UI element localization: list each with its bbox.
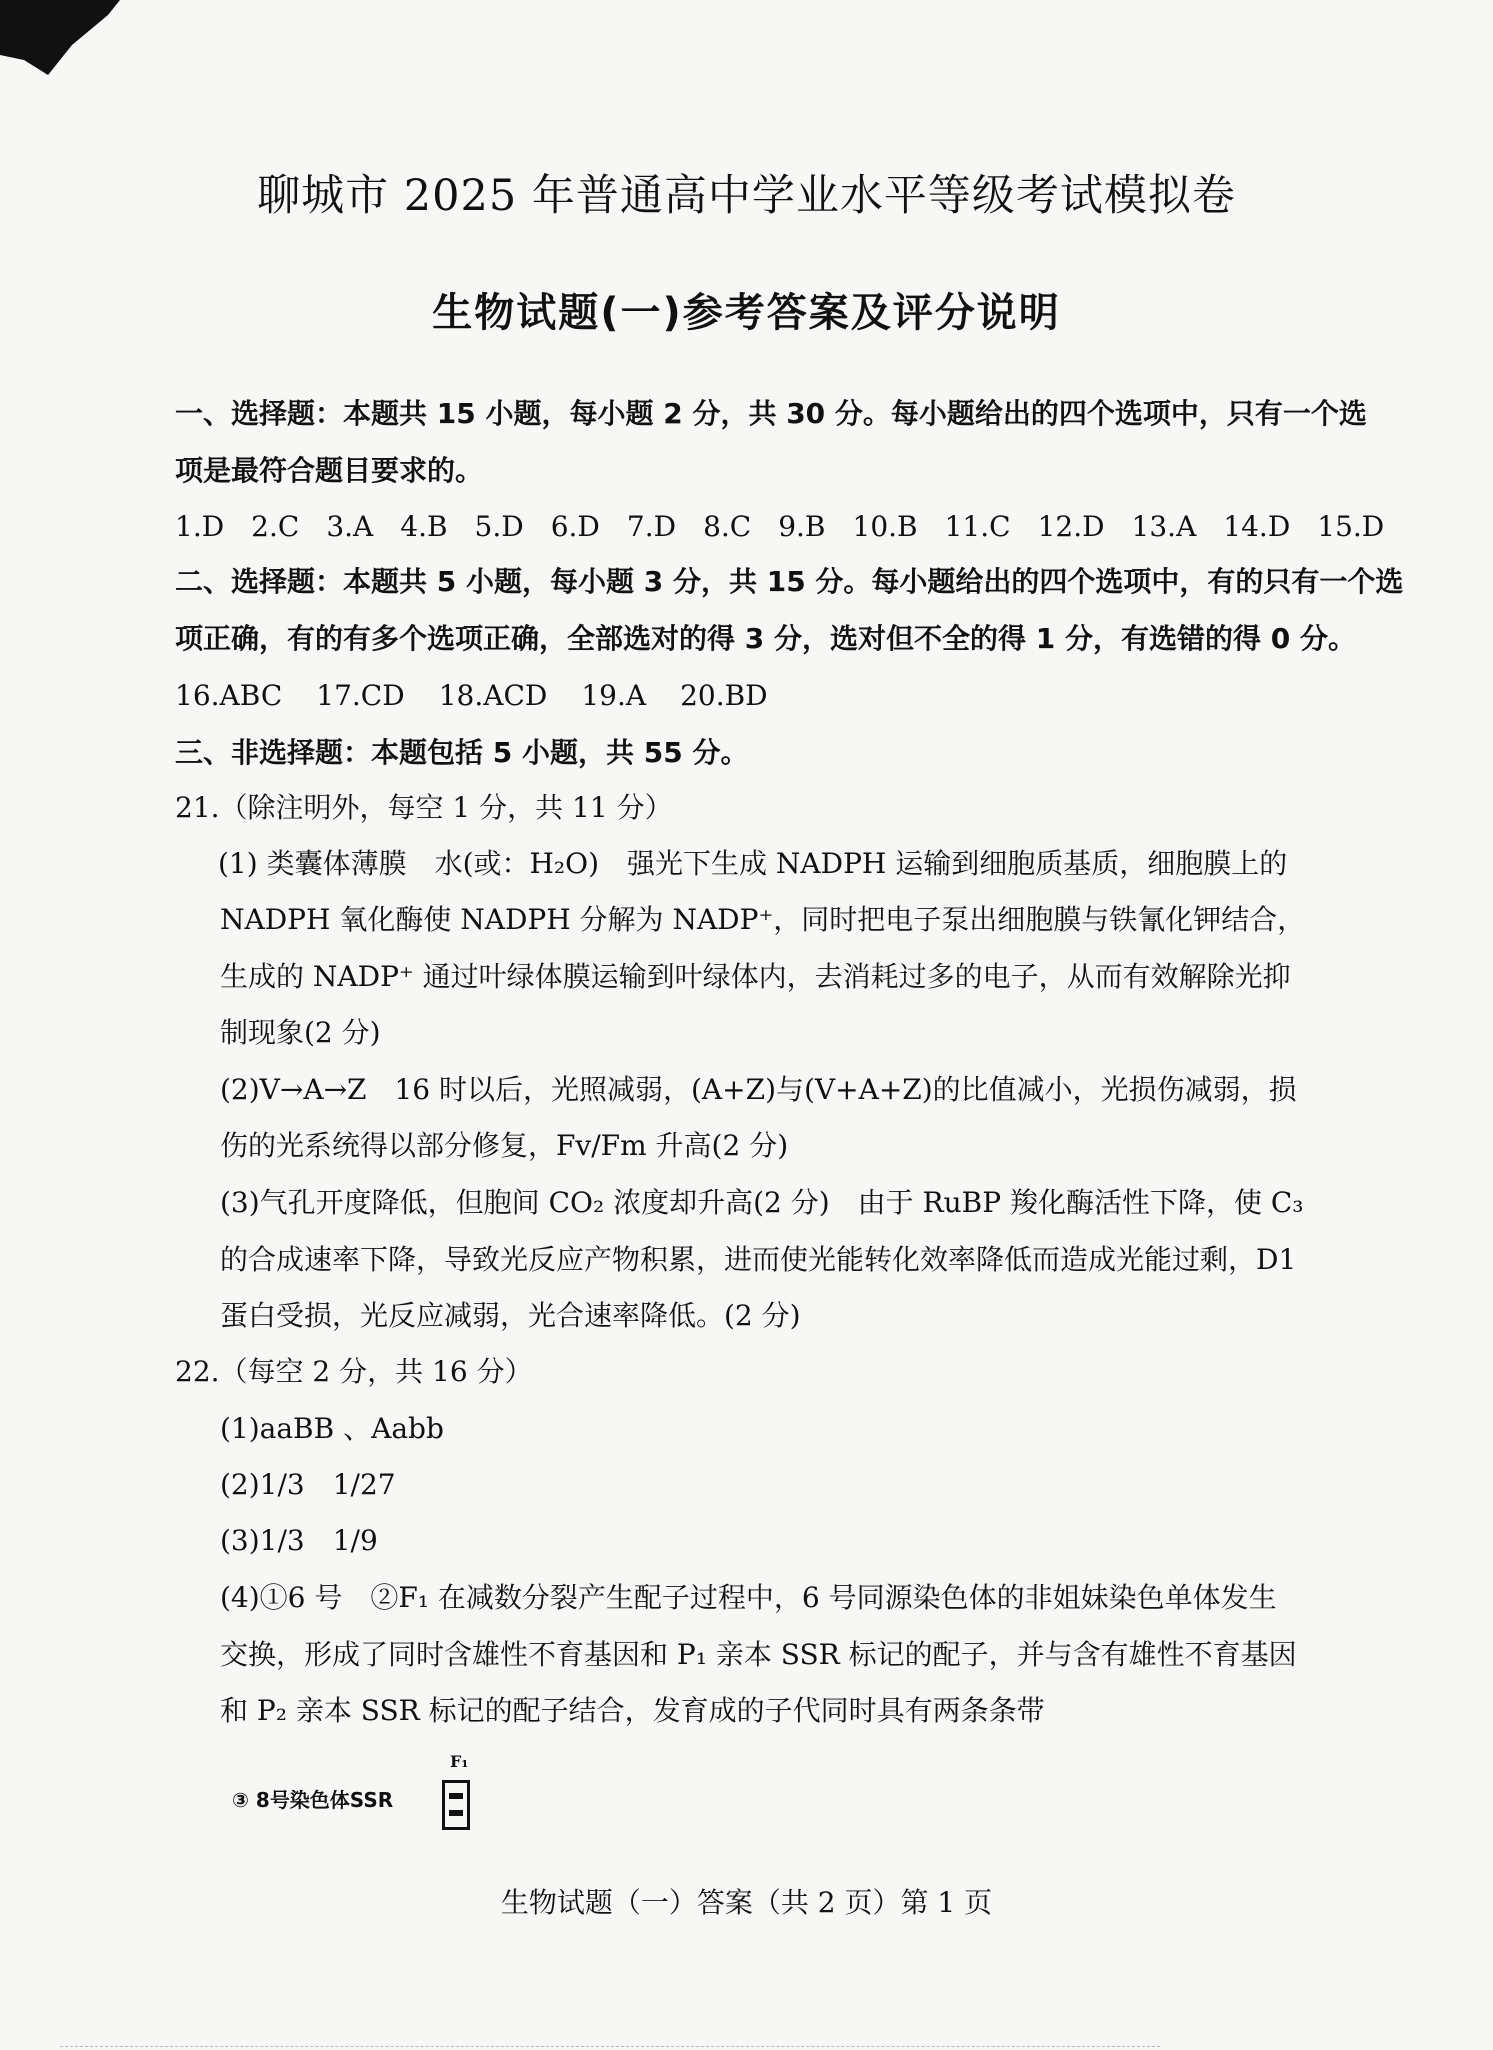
answer-item: 9.B	[778, 510, 826, 543]
answer-item: 7.D	[626, 510, 677, 543]
q22-p4-line3: 和 P₂ 亲本 SSR 标记的配子结合，发育成的子代同时具有两条条带	[220, 1694, 1045, 1727]
section2-heading-line2: 项正确，有的有多个选项正确，全部选对的得 3 分，选对但不全的得 1 分，有选错的得 0 分。	[175, 622, 1356, 655]
q21-p3-line1: (3)气孔开度降低，但胞间 CO₂ 浓度却升高(2 分) 由于 RuBP 羧化酶活性下降，使 C₃	[220, 1186, 1304, 1219]
q21-p3-line2: 的合成速率下降，导致光反应产物积累，进而使光能转化效率降低而造成光能过剩，D1	[220, 1243, 1297, 1276]
q21-p1-line1: (1) 类囊体薄膜 水(或：H₂O) 强光下生成 NADPH 运输到细胞质基质，细胞膜上的	[218, 847, 1288, 880]
section1-heading-line1: 一、选择题：本题共 15 小题，每小题 2 分，共 30 分。每小题给出的四个选项中，只有一个选	[175, 397, 1367, 430]
answer-item: 6.D	[550, 510, 600, 543]
scan-artifact-line	[60, 2046, 1160, 2047]
gel-band	[449, 1810, 463, 1816]
q21-p2-line2: 伤的光系统得以部分修复，Fv/Fm 升高(2 分)	[220, 1129, 789, 1162]
scan-corner-blot	[0, 0, 120, 100]
q21-heading: 21.（除注明外，每空 1 分，共 11 分）	[175, 791, 673, 824]
q22-p1: (1)aaBB 、Aabb	[220, 1412, 444, 1445]
q21-p1-line2: NADPH 氧化酶使 NADPH 分解为 NADP⁺，同时把电子泵出细胞膜与铁氰化钾结合，	[220, 903, 1306, 936]
page-footer: 生物试题（一）答案（共 2 页）第 1 页	[500, 1886, 993, 1919]
q22-p4-line2: 交换，形成了同时含雄性不育基因和 P₁ 亲本 SSR 标记的配子，并与含有雄性不育基因	[220, 1638, 1297, 1671]
q21-p2-line1: (2)V→A→Z 16 时以后，光照减弱，(A+Z)与(V+A+Z)的比值减小，光损伤减弱，损	[220, 1073, 1297, 1106]
answer-item: 14.D	[1223, 510, 1291, 543]
q21-p1-line3: 生成的 NADP⁺ 通过叶绿体膜运输到叶绿体内，去消耗过多的电子，从而有效解除光抑	[220, 960, 1291, 993]
answer-item: 8.C	[703, 510, 752, 543]
answer-item: 11.C	[944, 510, 1011, 543]
q21-p1-line4: 制现象(2 分)	[220, 1016, 381, 1049]
figure-column-label: F₁	[450, 1752, 469, 1771]
answer-item: 18.ACD	[438, 679, 548, 712]
answer-item: 2.C	[251, 510, 300, 543]
answer-item: 17.CD	[316, 679, 405, 712]
section1-heading-line2: 项是最符合题目要求的。	[175, 454, 484, 487]
answer-item: 19.A	[581, 679, 647, 712]
section1-answers	[175, 507, 1411, 547]
answer-item: 3.A	[326, 510, 374, 543]
section2-heading-line1: 二、选择题：本题共 5 小题，每小题 3 分，共 15 分。每小题给出的四个选项中，有的只有一个选	[175, 565, 1404, 598]
q21-p3-line3: 蛋白受损，光反应减弱，光合速率降低。(2 分)	[220, 1299, 801, 1332]
page-subtitle: 生物试题(一)参考答案及评分说明	[432, 290, 1061, 336]
section3-heading: 三、非选择题：本题包括 5 小题，共 55 分。	[175, 736, 749, 769]
answer-item: 5.D	[474, 510, 524, 543]
answer-item: 13.A	[1131, 510, 1197, 543]
q22-p4-line1: (4)①6 号 ②F₁ 在减数分裂产生配子过程中，6 号同源染色体的非姐妹染色单体发生	[220, 1581, 1277, 1614]
gel-band	[449, 1793, 463, 1799]
figure-label: ③ 8号染色体SSR	[232, 1788, 394, 1812]
answer-item: 10.B	[852, 510, 918, 543]
answer-item: 1.D	[175, 510, 225, 543]
answer-item: 20.BD	[680, 679, 768, 712]
section2-answers	[175, 676, 802, 716]
answer-item: 12.D	[1037, 510, 1105, 543]
answer-item: 15.D	[1317, 510, 1385, 543]
q22-p2: (2)1/3 1/27	[220, 1468, 396, 1501]
gel-lane	[442, 1780, 470, 1830]
answer-item: 16.ABC	[175, 679, 283, 712]
ssr-gel-figure	[232, 1752, 532, 1842]
answer-item: 4.B	[400, 510, 448, 543]
q22-p3: (3)1/3 1/9	[220, 1524, 378, 1557]
page-title: 聊城市 2025 年普通高中学业水平等级考试模拟卷	[257, 171, 1236, 221]
q22-heading: 22.（每空 2 分，共 16 分）	[175, 1355, 533, 1388]
